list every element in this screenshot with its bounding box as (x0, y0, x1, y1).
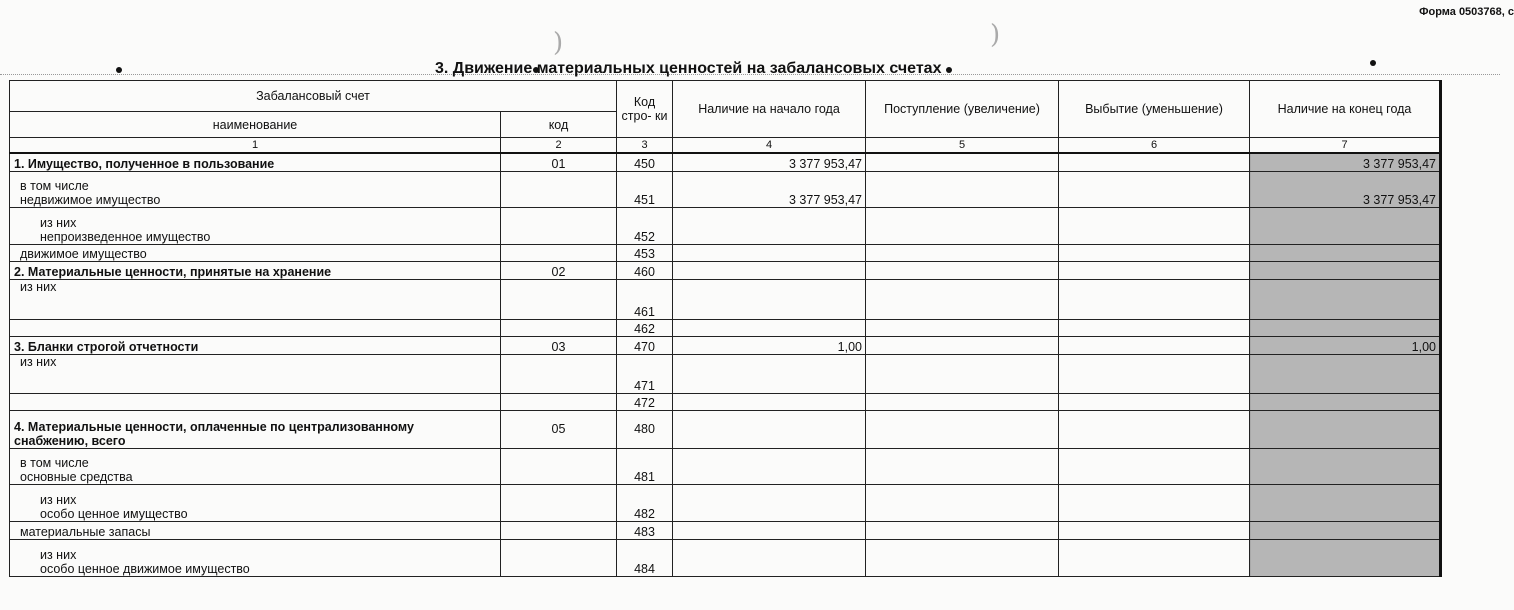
row-start (673, 319, 866, 336)
row-code (501, 279, 617, 319)
row-end (1250, 261, 1441, 279)
header-line-code: Код стро- ки (617, 81, 673, 138)
table-row (10, 354, 1441, 393)
row-name (10, 448, 501, 484)
row-start (673, 354, 866, 393)
row-line: 472 (617, 393, 673, 410)
row-code (501, 521, 617, 539)
row-start (673, 279, 866, 319)
row-increase (866, 244, 1059, 261)
row-start (673, 410, 866, 448)
offbalance-movement-table (9, 80, 1442, 577)
table-row (10, 336, 1441, 354)
row-code (501, 207, 617, 244)
row-prefix: в том числе (20, 455, 89, 470)
row-code (501, 448, 617, 484)
row-end (1250, 319, 1441, 336)
row-decrease (1059, 319, 1250, 336)
header-end: Наличие на конец года (1250, 81, 1441, 138)
row-name: движимое имущество (10, 244, 501, 261)
row-code: 03 (501, 336, 617, 354)
section-title: 3. Движение материальных ценностей на забалансовых счетах (435, 60, 942, 77)
row-code (501, 319, 617, 336)
scan-artifact: ) (990, 20, 1001, 50)
row-code (501, 171, 617, 207)
row-decrease (1059, 171, 1250, 207)
row-increase (866, 539, 1059, 576)
table-row (10, 261, 1441, 279)
table-row (10, 153, 1441, 171)
row-start (673, 448, 866, 484)
row-end (1250, 393, 1441, 410)
row-start (673, 207, 866, 244)
row-label-line1: 4. Материальные ценности, оплаченные по централизованному (14, 419, 414, 434)
column-number-row (10, 138, 1441, 154)
row-prefix: из них (40, 215, 77, 230)
row-code (501, 484, 617, 521)
table-row (10, 410, 1441, 448)
row-start (673, 539, 866, 576)
row-end (1250, 279, 1441, 319)
row-start: 3 377 953,47 (673, 153, 866, 171)
punch-mark (946, 67, 952, 73)
row-end (1250, 521, 1441, 539)
row-end: 1,00 (1250, 336, 1441, 354)
row-label: особо ценное имущество (40, 506, 188, 521)
row-end (1250, 484, 1441, 521)
row-name: 2. Материальные ценности, принятые на хранение (10, 261, 501, 279)
row-increase (866, 279, 1059, 319)
row-name: 3. Бланки строгой отчетности (10, 336, 501, 354)
row-start (673, 484, 866, 521)
table-row (10, 319, 1441, 336)
row-start (673, 393, 866, 410)
row-decrease (1059, 207, 1250, 244)
row-code: 01 (501, 153, 617, 171)
row-decrease (1059, 484, 1250, 521)
row-increase (866, 171, 1059, 207)
col-number: 4 (673, 138, 866, 154)
row-increase (866, 319, 1059, 336)
row-code (501, 393, 617, 410)
row-prefix: в том числе (20, 178, 89, 193)
row-decrease (1059, 521, 1250, 539)
row-end (1250, 539, 1441, 576)
row-line: 470 (617, 336, 673, 354)
row-start: 1,00 (673, 336, 866, 354)
col-number: 2 (501, 138, 617, 154)
row-name (10, 207, 501, 244)
row-decrease (1059, 336, 1250, 354)
row-line: 482 (617, 484, 673, 521)
row-line: 462 (617, 319, 673, 336)
row-decrease (1059, 261, 1250, 279)
col-number: 1 (10, 138, 501, 154)
header-row (10, 81, 1441, 112)
row-start (673, 521, 866, 539)
row-decrease (1059, 539, 1250, 576)
row-name (10, 171, 501, 207)
row-decrease (1059, 244, 1250, 261)
row-end (1250, 354, 1441, 393)
punch-mark (1370, 60, 1376, 66)
row-name (10, 393, 501, 410)
row-name (10, 410, 501, 448)
row-decrease (1059, 153, 1250, 171)
row-increase (866, 393, 1059, 410)
row-label: недвижимое имущество (20, 192, 161, 207)
row-decrease (1059, 410, 1250, 448)
row-name: из них (10, 279, 501, 319)
row-increase (866, 410, 1059, 448)
col-number: 6 (1059, 138, 1250, 154)
row-end: 3 377 953,47 (1250, 171, 1441, 207)
header-code: код (501, 112, 617, 138)
row-line: 450 (617, 153, 673, 171)
row-label: особо ценное движимое имущество (40, 561, 250, 576)
header-name: наименование (10, 112, 501, 138)
row-line: 460 (617, 261, 673, 279)
row-start (673, 261, 866, 279)
row-prefix: из них (40, 547, 77, 562)
table-row (10, 393, 1441, 410)
row-line: 452 (617, 207, 673, 244)
row-code (501, 539, 617, 576)
row-code: 02 (501, 261, 617, 279)
row-decrease (1059, 354, 1250, 393)
row-prefix: из них (40, 492, 77, 507)
row-end: 3 377 953,47 (1250, 153, 1441, 171)
table-row (10, 484, 1441, 521)
row-code (501, 354, 617, 393)
table-row (10, 279, 1441, 319)
row-increase (866, 207, 1059, 244)
col-number: 7 (1250, 138, 1441, 154)
row-name (10, 484, 501, 521)
form-reference: Форма 0503768, с (1419, 6, 1514, 18)
row-start (673, 244, 866, 261)
row-decrease (1059, 279, 1250, 319)
row-end (1250, 244, 1441, 261)
table-row (10, 244, 1441, 261)
header-start: Наличие на начало года (673, 81, 866, 138)
col-number: 5 (866, 138, 1059, 154)
row-line: 453 (617, 244, 673, 261)
row-decrease (1059, 393, 1250, 410)
row-line: 481 (617, 448, 673, 484)
row-line: 451 (617, 171, 673, 207)
row-line: 461 (617, 279, 673, 319)
row-increase (866, 484, 1059, 521)
row-code: 05 (501, 410, 617, 448)
row-name (10, 539, 501, 576)
row-increase (866, 354, 1059, 393)
row-label: непроизведенное имущество (40, 229, 211, 244)
row-name: из них (10, 354, 501, 393)
row-line: 480 (617, 410, 673, 448)
row-end (1250, 410, 1441, 448)
row-start: 3 377 953,47 (673, 171, 866, 207)
header-account: Забалансовый счет (10, 81, 617, 112)
row-line: 471 (617, 354, 673, 393)
row-decrease (1059, 448, 1250, 484)
row-increase (866, 261, 1059, 279)
header-increase: Поступление (увеличение) (866, 81, 1059, 138)
table-row (10, 207, 1441, 244)
row-line: 484 (617, 539, 673, 576)
table-row (10, 171, 1441, 207)
col-number: 3 (617, 138, 673, 154)
row-line: 483 (617, 521, 673, 539)
row-code (501, 244, 617, 261)
row-label: основные средства (20, 469, 133, 484)
row-increase (866, 336, 1059, 354)
row-end (1250, 448, 1441, 484)
table-row (10, 448, 1441, 484)
row-name: материальные запасы (10, 521, 501, 539)
row-label-line2: снабжению, всего (14, 433, 126, 448)
row-increase (866, 448, 1059, 484)
row-name (10, 319, 501, 336)
punch-mark (116, 67, 122, 73)
row-increase (866, 153, 1059, 171)
header-decrease: Выбытие (уменьшение) (1059, 81, 1250, 138)
table-row (10, 521, 1441, 539)
row-increase (866, 521, 1059, 539)
row-name: 1. Имущество, полученное в пользование (10, 153, 501, 171)
row-end (1250, 207, 1441, 244)
table-row (10, 539, 1441, 576)
scan-artifact: ) (553, 28, 564, 58)
